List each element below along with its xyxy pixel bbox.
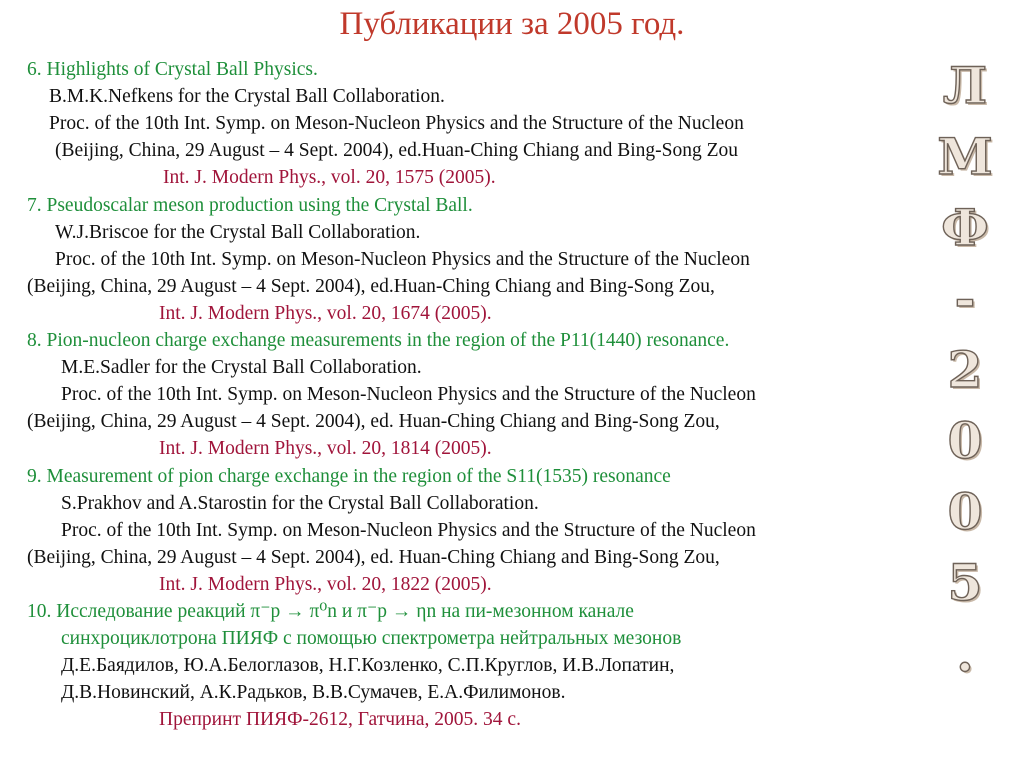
logo-char: - <box>954 269 976 328</box>
pub-line: (Beijing, China, 29 August – 4 Sept. 2004), ed. Huan-Ching Chiang and Bing-Song Zou, <box>27 411 720 433</box>
pub-line: (Beijing, China, 29 August – 4 Sept. 2004), ed. Huan-Ching Chiang and Bing-Song Zou, <box>27 546 720 568</box>
page-title: Публикации за 2005 год. <box>339 6 685 42</box>
logo-char: 5 <box>947 553 983 612</box>
logo-char: Л <box>942 56 988 115</box>
logo-char: 2 <box>947 340 983 399</box>
pub-line: (Beijing, China, 29 August – 4 Sept. 2004), ed.Huan-Ching Chiang and Bing-Song Zou <box>55 140 739 162</box>
logo-char: 0 <box>947 411 983 470</box>
pub-line: Int. J. Modern Phys., vol. 20, 1575 (2005). <box>163 167 496 189</box>
pub-line: Proc. of the 10th Int. Symp. on Meson-Nucleon Physics and the Structure of the Nucleon <box>61 384 756 406</box>
pub-line: Д.В.Новинский, А.К.Радьков, В.В.Сумачев, Е.А.Филимонов. <box>61 682 566 704</box>
pub-line: S.Prakhov and A.Starostin for the Crystal Ball Collaboration. <box>61 492 539 514</box>
logo-char: М <box>937 127 993 186</box>
pub-line: M.E.Sadler for the Crystal Ball Collaboration. <box>61 357 422 379</box>
pub-line: 6. Highlights of Crystal Ball Physics. <box>27 59 318 80</box>
pub-line: W.J.Briscoe for the Crystal Ball Collaboration. <box>55 221 421 243</box>
pub-line: Д.Е.Баядилов, Ю.А.Белоглазов, Н.Г.Козленко, С.П.Круглов, И.В.Лопатин, <box>61 655 675 677</box>
pub-line: Proc. of the 10th Int. Symp. on Meson-Nucleon Physics and the Structure of the Nucleon <box>49 113 744 135</box>
pub-line: 7. Pseudoscalar meson production using the Crystal Ball. <box>27 194 473 216</box>
pub-line: Препринт ПИЯФ-2612, Гатчина, 2005. 34 с. <box>159 709 521 731</box>
pub-line: 10. Исследование реакций π⁻p → π⁰n и π⁻p → ηn на пи-мезонном канале <box>27 601 634 622</box>
pub-line: Proc. of the 10th Int. Symp. on Meson-Nucleon Physics and the Structure of the Nucleon <box>61 519 756 541</box>
pub-line: 8. Pion-nucleon charge exchange measurements in the region of the P11(1440) resonance. <box>27 330 730 351</box>
pub-line: Int. J. Modern Phys., vol. 20, 1674 (2005). <box>159 302 492 324</box>
pub-line: 9. Measurement of pion charge exchange in the region of the S11(1535) resonance <box>27 465 671 487</box>
logo-char: . <box>956 624 974 683</box>
logo-char: Ф <box>941 198 989 257</box>
pub-line: Int. J. Modern Phys., vol. 20, 1814 (2005). <box>159 438 492 460</box>
pub-line: (Beijing, China, 29 August – 4 Sept. 2004), ed.Huan-Ching Chiang and Bing-Song Zou, <box>27 275 715 297</box>
pub-line: B.M.K.Nefkens for the Crystal Ball Collaboration. <box>49 86 445 108</box>
pub-line: синхроциклотрона ПИЯФ с помощью спектрометра нейтральных мезонов <box>61 628 682 650</box>
logo-char: 0 <box>947 482 983 541</box>
pub-line: Proc. of the 10th Int. Symp. on Meson-Nucleon Physics and the Structure of the Nucleon <box>55 248 750 270</box>
pub-line: Int. J. Modern Phys., vol. 20, 1822 (2005). <box>159 573 492 595</box>
